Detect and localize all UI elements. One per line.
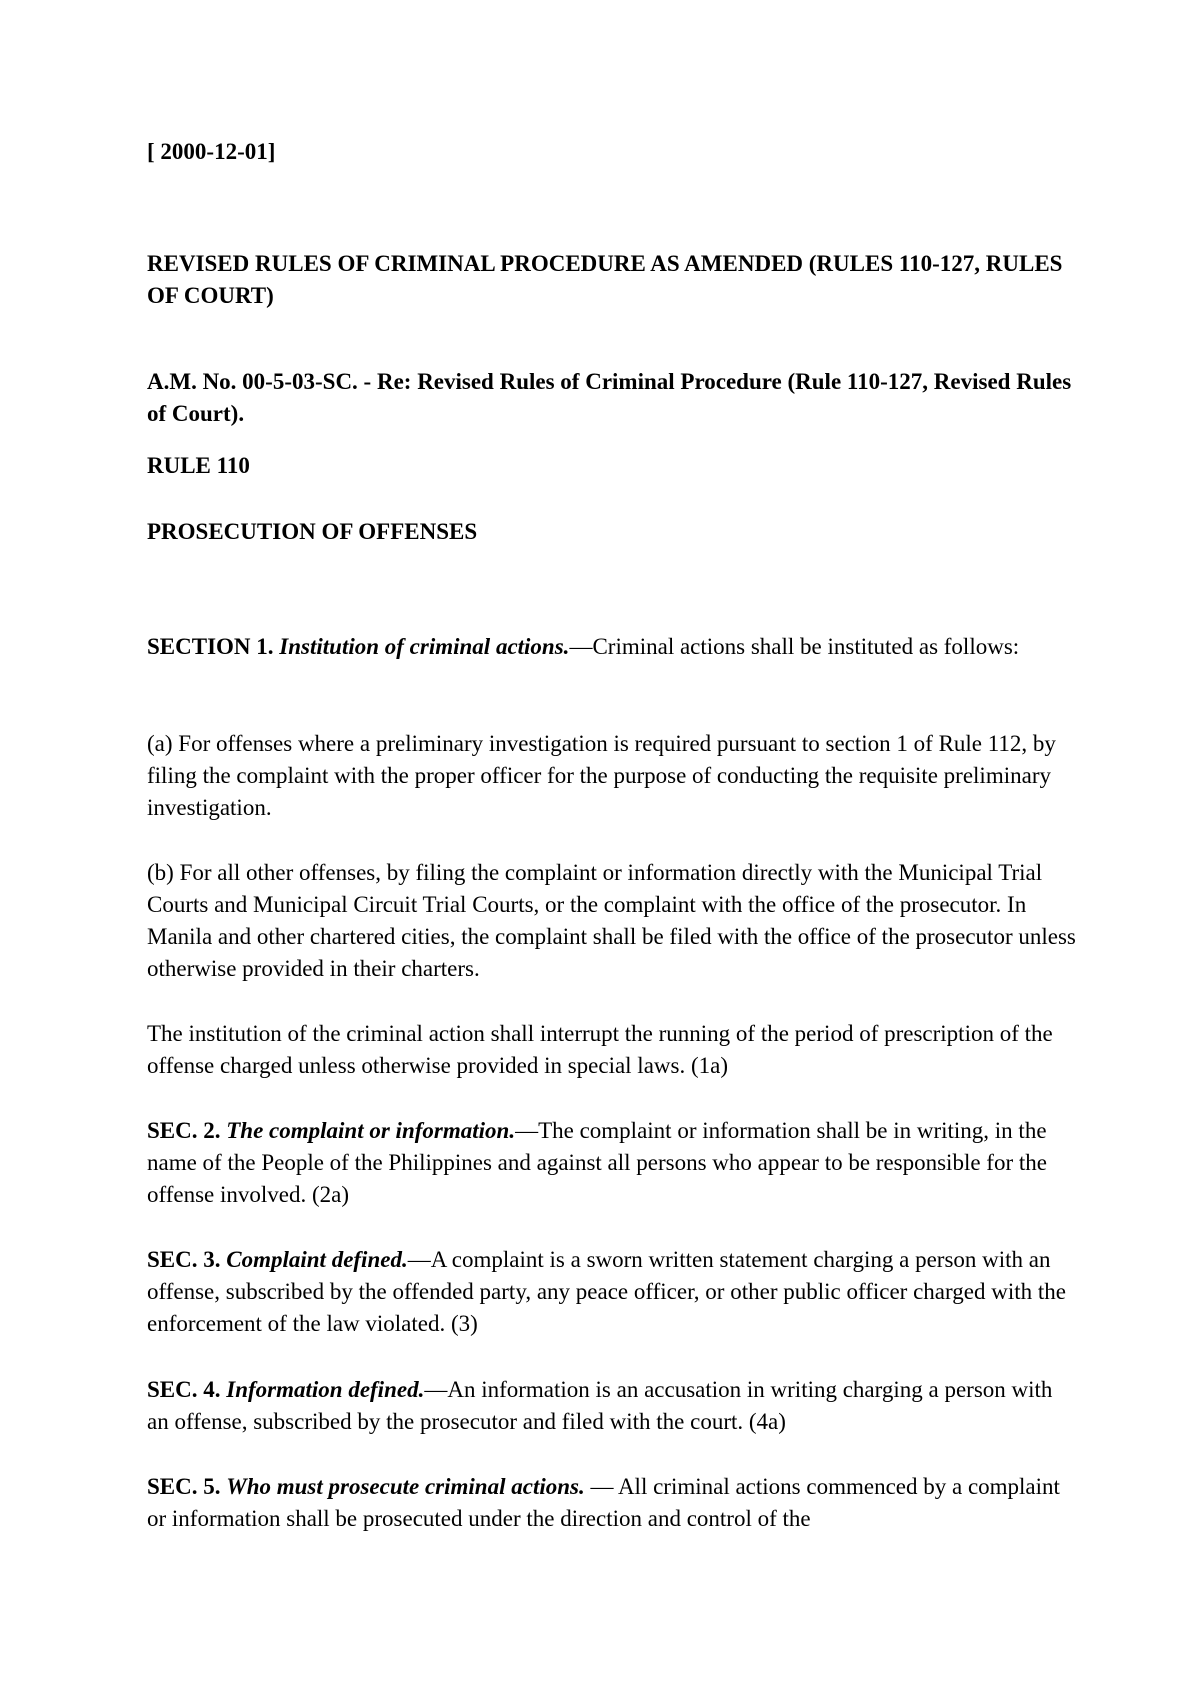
section-title: Institution of criminal actions.	[279, 634, 570, 659]
date-line: [ 2000-12-01]	[147, 139, 276, 164]
section-text: —The complaint or information shall be in writing, in the name of the People of the Philippines and against all persons who appear to be responsible for the offense involved. (2a)	[147, 1118, 1047, 1207]
rule-title: PROSECUTION OF OFFENSES	[147, 519, 478, 544]
section-2-paragraph	[147, 1115, 1077, 1211]
paragraph-b: (b) For all other offenses, by filing the complaint or information directly with the Municipal Trial Courts and Municipal Circuit Trial Courts, or the complaint with the office of the prosecutor. In Manila and other chartered cities, the complaint shall be filed with the office of the prosecutor unless otherwise provided in their charters.	[147, 860, 1076, 981]
rule-number: RULE 110	[147, 453, 250, 478]
document-title: REVISED RULES OF CRIMINAL PROCEDURE AS AMENDED (RULES 110-127, RULES OF COURT)	[147, 251, 1063, 308]
section-number: SEC. 5.	[147, 1474, 221, 1499]
section-text: —An information is an accusation in writing charging a person with an offense, subscribed by the prosecutor and filed with the court. (4a)	[147, 1377, 1053, 1434]
section-number: SECTION 1.	[147, 634, 274, 659]
prescription-paragraph: The institution of the criminal action shall interrupt the running of the period of prescription of the offense charged unless otherwise provided in special laws. (1a)	[147, 1021, 1053, 1078]
section-text: — All criminal actions commenced by a complaint or information shall be prosecuted under the direction and control of the	[147, 1474, 1060, 1531]
section-number: SEC. 3.	[147, 1247, 221, 1272]
section-title: The complaint or information.	[226, 1118, 516, 1143]
section-1-paragraph	[147, 631, 1077, 663]
section-number: SEC. 2.	[147, 1118, 221, 1143]
paragraph-a: (a) For offenses where a preliminary investigation is required pursuant to section 1 of Rule 112, by filing the complaint with the proper officer for the purpose of conducting the requisite preliminary investigation.	[147, 731, 1056, 820]
section-number: SEC. 4.	[147, 1377, 221, 1402]
section-5-paragraph	[147, 1471, 1077, 1535]
section-text: —Criminal actions shall be instituted as follows:	[569, 634, 1020, 659]
section-3-paragraph	[147, 1244, 1077, 1340]
section-title: Information defined.	[226, 1377, 425, 1402]
section-title: Who must prosecute criminal actions.	[226, 1474, 585, 1499]
section-title: Complaint defined.	[226, 1247, 408, 1272]
section-text: —A complaint is a sworn written statement charging a person with an offense, subscribed by the offended party, any peace officer, or other public officer charged with the enforcement of the law violated. (3)	[147, 1247, 1066, 1336]
section-4-paragraph	[147, 1374, 1077, 1438]
administrative-matter-line: A.M. No. 00-5-03-SC. - Re: Revised Rules of Criminal Procedure (Rule 110-127, Revised Rules of Court).	[147, 369, 1072, 426]
